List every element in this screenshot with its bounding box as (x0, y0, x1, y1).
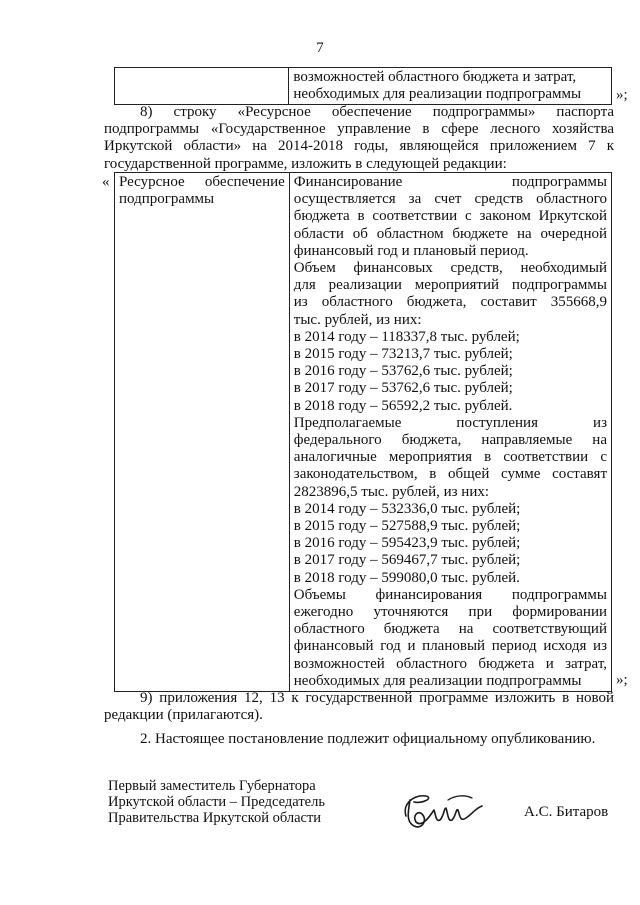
content-line-11: в 2015 году – 73213,7 тыс. рублей; (293, 346, 513, 363)
content-line-8: из областного бюджета, составит 355668,9 (293, 294, 607, 311)
item-8-line-2: подпрограммы «Государственное управление в сфере лесного хозяйства (104, 121, 614, 138)
content-line-26: ежегодно уточняются при формировании (293, 604, 607, 621)
item-8-line-3: Иркутской области» на 2014-2018 годы, являющейся приложением 7 к (104, 138, 614, 155)
top-table-right-cell (289, 68, 612, 105)
top-table-fragment (114, 67, 612, 105)
content-line-27: областного бюджета на соответствующий (293, 621, 607, 638)
resource-provision-content-cell (289, 173, 611, 692)
content-line-29: возможностей областного бюджета и затрат, (293, 655, 607, 672)
content-line-30: необходимых для реализации подпрограммы (293, 672, 582, 689)
page-number: 7 (316, 40, 324, 56)
content-line-5: финансовый год и плановый период. (293, 242, 529, 259)
top-table-line-2: необходимых для реализации подпрограммы (293, 86, 582, 103)
content-line-4: области об областном бюджете на очередной (293, 225, 607, 242)
content-line-14: в 2018 году – 56592,2 тыс. рублей. (293, 397, 513, 414)
signatory-name: А.С. Битаров (524, 804, 609, 820)
content-line-21: в 2015 году – 527588,9 тыс. рублей; (293, 518, 521, 535)
signatory-line-1: Первый заместитель Губернатора (108, 778, 316, 794)
main-table-open-quote: « (102, 174, 110, 190)
content-line-7: для реализации мероприятий подпрограммы (293, 277, 607, 294)
content-line-13: в 2017 году – 53762,6 тыс. рублей; (293, 380, 513, 397)
content-line-22: в 2016 году – 595423,9 тыс. рублей; (293, 535, 521, 552)
label-line-1: Ресурсное обеспечение (119, 174, 285, 190)
item-9-paragraph (104, 690, 614, 724)
content-line-2: осуществляется за счет средств областного (293, 191, 607, 208)
content-line-10: в 2014 году – 118337,8 тыс. рублей; (293, 328, 520, 345)
content-line-12: в 2016 году – 53762,6 тыс. рублей; (293, 363, 513, 380)
content-line-15: Предполагаемые поступления из (293, 414, 607, 431)
content-line-28: финансовый год и плановый период исходя из (293, 638, 607, 655)
content-line-1: Финансирование подпрограммы (293, 174, 607, 190)
signatory-line-2: Иркутской области – Председатель (108, 794, 325, 810)
item-8-line-4: государственной программе, изложить в следующей редакции: (104, 155, 507, 172)
resource-provision-label-cell (115, 173, 290, 692)
label-line-2: подпрограммы (119, 191, 215, 208)
content-line-20: в 2014 году – 532336,0 тыс. рублей; (293, 500, 521, 517)
main-table-closing-quote: »; (616, 672, 628, 688)
signatory-line-3: Правительства Иркутской области (108, 810, 322, 826)
signatory-title (108, 778, 325, 826)
top-table-left-cell (115, 68, 289, 105)
top-table-closing-quote: »; (616, 87, 628, 103)
content-line-19: 2823896,5 тыс. рублей, из них: (293, 483, 490, 500)
content-line-24: в 2018 году – 599080,0 тыс. рублей. (293, 569, 520, 586)
item-2-paragraph: 2. Настоящее постановление подлежит официальному опубликованию. (140, 731, 596, 747)
item-9-line-2: редакции (прилагаются). (104, 707, 263, 724)
content-line-18: законодательством, в общей сумме составят (293, 466, 607, 483)
handwritten-signature (392, 786, 488, 836)
item-8-paragraph (104, 104, 614, 173)
resource-provision-table (114, 172, 612, 692)
content-line-23: в 2017 году – 569467,7 тыс. рублей; (293, 552, 521, 569)
content-line-9: тыс. рублей, из них: (293, 311, 422, 328)
top-table-line-1: возможностей областного бюджета и затрат, (293, 69, 577, 85)
content-line-16: федерального бюджета, направляемые на (293, 432, 607, 449)
content-line-3: бюджета в соответствии с законом Иркутской (293, 208, 607, 225)
item-9-line-1: 9) приложения 12, 13 к государственной программе изложить в новой (140, 690, 614, 706)
content-line-17: аналогичные мероприятия в соответствии с (293, 449, 607, 466)
content-line-25: Объемы финансирования подпрограммы (293, 586, 607, 603)
item-8-line-1: 8) строку «Ресурсное обеспечение подпрограммы» паспорта (140, 104, 614, 120)
content-line-6: Объем финансовых средств, необходимый (293, 260, 607, 277)
